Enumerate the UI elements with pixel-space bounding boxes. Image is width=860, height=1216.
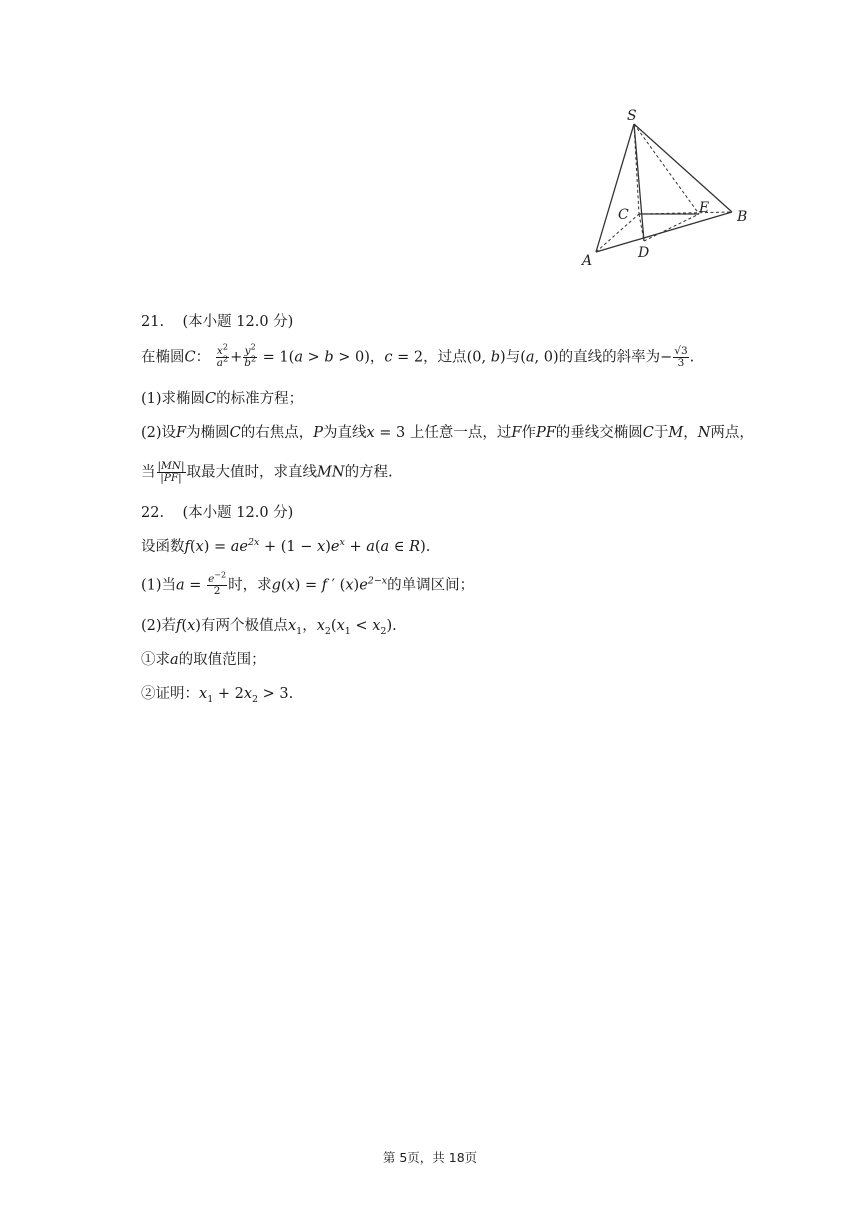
var: a <box>380 539 390 555</box>
q21-number: 21. <box>141 314 165 330</box>
var: a <box>176 577 185 594</box>
text: (2)若 <box>141 618 177 634</box>
exponent: 2−x <box>367 575 388 587</box>
fraction-x2-a2: $\frac{x^2}{a^2}$ <box>216 342 229 369</box>
var: PF <box>535 425 556 441</box>
text: , 0)的直线的斜率为− <box>534 349 673 366</box>
q21-part2-cont <box>141 461 393 484</box>
text: ( <box>330 618 337 634</box>
den: 3 <box>677 357 685 369</box>
text: 在椭圆 <box>141 349 185 366</box>
fraction-sqrt3-3 <box>673 346 688 369</box>
pyramid-figure <box>576 104 756 272</box>
edge-SA <box>596 124 634 252</box>
label-B: B <box>737 209 748 225</box>
text: ) <box>353 577 360 594</box>
exponent: −2 <box>214 570 227 580</box>
var: x <box>345 577 354 594</box>
var: x <box>287 618 297 634</box>
subscript: 2 <box>380 625 387 637</box>
q22-part2-i <box>141 650 266 670</box>
num: |MN| <box>157 460 185 472</box>
text: > 0)， <box>333 349 385 366</box>
var: f <box>176 618 182 634</box>
label-S: S <box>627 108 637 124</box>
var: c <box>384 349 393 366</box>
var: e <box>359 577 368 594</box>
var: b <box>324 349 334 366</box>
q21-header <box>141 312 293 332</box>
text: 的取值范围； <box>178 652 266 668</box>
q21-statement <box>141 342 695 369</box>
var: a <box>525 349 535 366</box>
text: ∈ <box>389 539 410 555</box>
text: (1)求椭圆 <box>141 391 206 407</box>
text: . <box>689 349 695 366</box>
label-C: C <box>618 207 629 223</box>
text: = <box>184 577 207 594</box>
exponent: 2x <box>248 537 260 549</box>
text: 作 <box>521 425 536 441</box>
text: ) = <box>203 539 231 555</box>
var: M <box>668 425 684 441</box>
den: |PF| <box>160 472 182 484</box>
var-C: C <box>205 391 217 407</box>
var: F <box>176 425 187 441</box>
subscript: 1 <box>296 625 303 637</box>
text: ②证明： <box>141 686 199 702</box>
q22-part1 <box>141 570 475 597</box>
var: x <box>195 539 204 555</box>
var: C <box>229 425 241 441</box>
text: ( <box>374 539 381 555</box>
subscript: 2 <box>324 625 331 637</box>
var: ae <box>230 539 248 555</box>
den: 2 <box>213 585 221 597</box>
var: a <box>216 357 223 369</box>
var: C <box>642 425 654 441</box>
var: x <box>372 618 381 634</box>
var: P <box>313 425 323 441</box>
text: 两点， <box>710 425 754 441</box>
text: (1)当 <box>141 577 177 594</box>
text: 的标准方程； <box>216 391 304 407</box>
var: MN <box>317 464 345 481</box>
edge-DE <box>644 214 699 241</box>
q21-score: (本小题 12.0 分) <box>182 314 294 330</box>
text: ). <box>420 539 431 555</box>
var: x <box>316 618 325 634</box>
var: a <box>366 539 375 555</box>
text: > <box>302 349 325 366</box>
text: + <box>344 539 367 555</box>
text: + <box>230 349 243 366</box>
label-D: D <box>638 245 650 261</box>
text: ) = <box>294 577 322 594</box>
var: y <box>244 345 251 357</box>
fraction-y2-b2: $\frac{y^2}{b^2}$ <box>244 342 257 369</box>
label-E: E <box>699 200 710 216</box>
text: = 3 上任意一点，过 <box>374 425 512 441</box>
q22-statement <box>141 537 430 557</box>
text: (2)设 <box>141 425 177 441</box>
text: < <box>350 618 373 634</box>
text: 时，求 <box>228 577 272 594</box>
var: x <box>286 577 295 594</box>
subscript: 1 <box>344 625 351 637</box>
text: 为椭圆 <box>186 425 230 441</box>
subscript: 1 <box>207 693 214 705</box>
text: 的单调区间； <box>387 577 475 594</box>
q22-part2 <box>141 616 397 636</box>
q22-score: (本小题 12.0 分) <box>182 505 294 521</box>
var: e <box>330 539 340 555</box>
text: 于 <box>653 425 669 441</box>
exponent: x <box>339 537 345 549</box>
var: x <box>187 618 196 634</box>
text: + (1 − <box>259 539 318 555</box>
text: 取最大值时，求直线 <box>186 464 318 481</box>
text: 为直线 <box>322 425 367 441</box>
var: f <box>184 539 190 555</box>
text: = 1( <box>262 349 295 366</box>
text: ( <box>181 618 188 634</box>
edge-SB <box>634 124 732 212</box>
text: > 3. <box>258 686 294 702</box>
text: + 2 <box>213 686 244 702</box>
var: x <box>199 686 208 702</box>
text: 当 <box>141 464 156 481</box>
q22-part2-ii <box>141 684 293 704</box>
var: b <box>490 349 501 366</box>
text: ( <box>189 539 196 555</box>
var: R <box>409 539 421 555</box>
num: √3 <box>674 345 688 357</box>
q21-part2 <box>141 423 754 443</box>
var-C: C <box>184 349 196 366</box>
text: 的右焦点， <box>240 425 314 441</box>
var: x <box>317 539 326 555</box>
text: ) <box>325 539 331 555</box>
text: ′ ( <box>327 577 346 594</box>
var: x <box>336 618 345 634</box>
text: 设函数 <box>141 539 185 555</box>
var: f <box>321 577 328 594</box>
subscript: 2 <box>252 693 259 705</box>
var: a <box>294 349 303 366</box>
text: ： <box>195 349 211 366</box>
text: ， <box>683 425 698 441</box>
var: F <box>511 425 522 441</box>
q22-header <box>141 503 293 523</box>
page-footer: 第 5页，共 18页 <box>382 1150 478 1165</box>
q22-number: 22. <box>141 505 165 521</box>
text: 的方程. <box>344 464 393 481</box>
edge-AB <box>596 212 732 252</box>
text: 的垂线交椭圆 <box>555 425 643 441</box>
q21-part1 <box>141 389 303 409</box>
text: )有两个极值点 <box>195 618 288 634</box>
var: x <box>216 345 223 357</box>
var: x <box>243 686 253 702</box>
var: b <box>244 357 251 369</box>
text: ). <box>386 618 397 634</box>
var: a <box>170 652 179 668</box>
text: ( <box>280 577 287 594</box>
fraction-e-2 <box>207 570 227 597</box>
edge-SD <box>634 124 644 241</box>
pyramid-diagram <box>576 104 756 272</box>
text: ①求 <box>141 652 170 668</box>
text: ， <box>302 618 317 634</box>
var: g <box>271 577 281 594</box>
var: N <box>697 425 711 441</box>
fraction-MN-PF <box>157 461 186 484</box>
text: = 2，过点(0, <box>392 349 491 366</box>
text: )与( <box>500 349 526 366</box>
label-A: A <box>582 253 593 269</box>
var: x <box>366 425 375 441</box>
var: e <box>208 573 215 585</box>
edge-SE <box>634 124 699 214</box>
